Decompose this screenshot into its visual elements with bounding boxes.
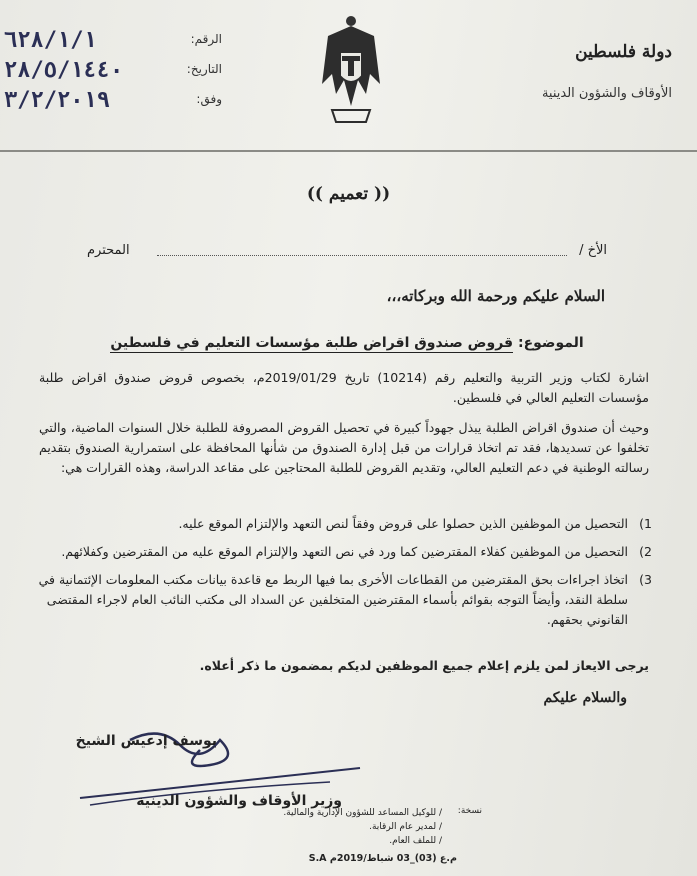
subject-line	[67, 335, 627, 351]
date-label: التاريخ:	[186, 62, 222, 76]
addressee-label: الأخ /	[579, 243, 607, 258]
respect-label: المحترم	[87, 243, 130, 258]
decision-number: 3)	[639, 572, 652, 587]
state-name: دولة فلسطين	[575, 42, 672, 62]
paragraph-reference: اشارة لكتاب وزير التربية والتعليم رقم (10214) تاريخ 2019/01/29م، بخصوص قروض صندوق اقراض طلبة مؤسسات التعليم العالي في فلسطين.	[39, 370, 649, 405]
match-value: ٣/٢/٢٠١٩	[4, 88, 110, 113]
circular-title: (( تعميم ))	[306, 184, 391, 204]
addressee-line	[87, 243, 607, 265]
number-row	[0, 28, 230, 54]
subject-label: الموضوع:	[517, 335, 584, 351]
subject-text: قروض صندوق اقراض طلبة مؤسسات التعليم في فلسطين	[110, 335, 514, 351]
ministry-name: الأوقاف والشؤون الدينية	[541, 86, 672, 101]
signer-name: يوسف إدعيس الشيخ	[75, 733, 217, 749]
paragraph-context: وحيث أن صندوق اقراض الطلبة يبذل جهوداً كبيرة في تحصيل القروض المصروفة للطلبة خلال السنوات الماضية، والتي تخلفوا عن تسديدها، فقد تم اتخاذ قرارات من قبل إدارة الصندوق من شأنها المحافظة على استمرارية الصندوق بتقديم رسالته الوطنية في دعم التعليم العالي، وتقديم القروض للطلبة المحتاجين على مقاعد الدراسة، وهذه القرارات هي:	[39, 420, 649, 475]
match-row	[0, 88, 230, 114]
greeting: السلام عليكم ورحمة الله وبركاته،،،	[386, 287, 605, 305]
closing: والسلام عليكم	[543, 690, 627, 706]
list-item	[32, 514, 652, 534]
date-row	[0, 58, 230, 84]
request-line: يرجى الايعاز لمن يلزم إعلام جميع الموظفين لديكم بمضمون ما ذكر أعلاه.	[199, 658, 649, 673]
signer-title: وزير الأوقاف والشؤون الدينية	[136, 793, 342, 809]
number-label: الرقم:	[190, 32, 222, 46]
decisions-list	[32, 514, 652, 638]
copies-list	[242, 806, 442, 848]
palestine-eagle-emblem-icon	[318, 14, 384, 132]
decision-number: 1)	[639, 516, 652, 531]
reference-block	[0, 28, 230, 118]
decision-text: التحصيل من الموظفين الذين حصلوا على قروض وفقاً لنص التعهد والإلتزام الموقع عليه.	[178, 516, 628, 531]
addressee-dotted-line	[157, 255, 567, 256]
decision-text: اتخاذ اجراءات بحق المقترضين من القطاعات الأخرى بما فيها الربط مع قاعدة بيانات مكتب المعلومات الإئتمانية في سلطة النقد، وأيضاً التوجه بقوائم بأسماء المقترضين المتخلفين عن السداد الى مكتب النائب العام لاجراء المقتضى القانوني بحقهم.	[38, 572, 628, 627]
match-label: وفق:	[196, 92, 222, 106]
decision-number: 2)	[639, 544, 652, 559]
number-value: ٦٢٨/١/١	[4, 28, 97, 53]
list-item: / للملف العام.	[389, 836, 442, 846]
date-value: ٢٨/٥/١٤٤٠	[4, 58, 124, 83]
list-item	[32, 570, 652, 630]
list-item	[32, 542, 652, 562]
copies-label: نسخة:	[457, 806, 482, 816]
list-item: / للوكيل المساعد للشؤون الإدارية والمالية.	[283, 808, 442, 818]
header-divider	[0, 150, 697, 152]
decision-text: التحصيل من الموظفين كفلاء المقترضين كما ورد في نص التعهد والإلتزام الموقع عليه من المقترضين وكفلائهم.	[61, 544, 628, 559]
list-item: / لمدير عام الرقابة.	[369, 822, 442, 832]
footer-code: م.ع (03)_03 شباط/2019م S.A	[308, 853, 457, 864]
